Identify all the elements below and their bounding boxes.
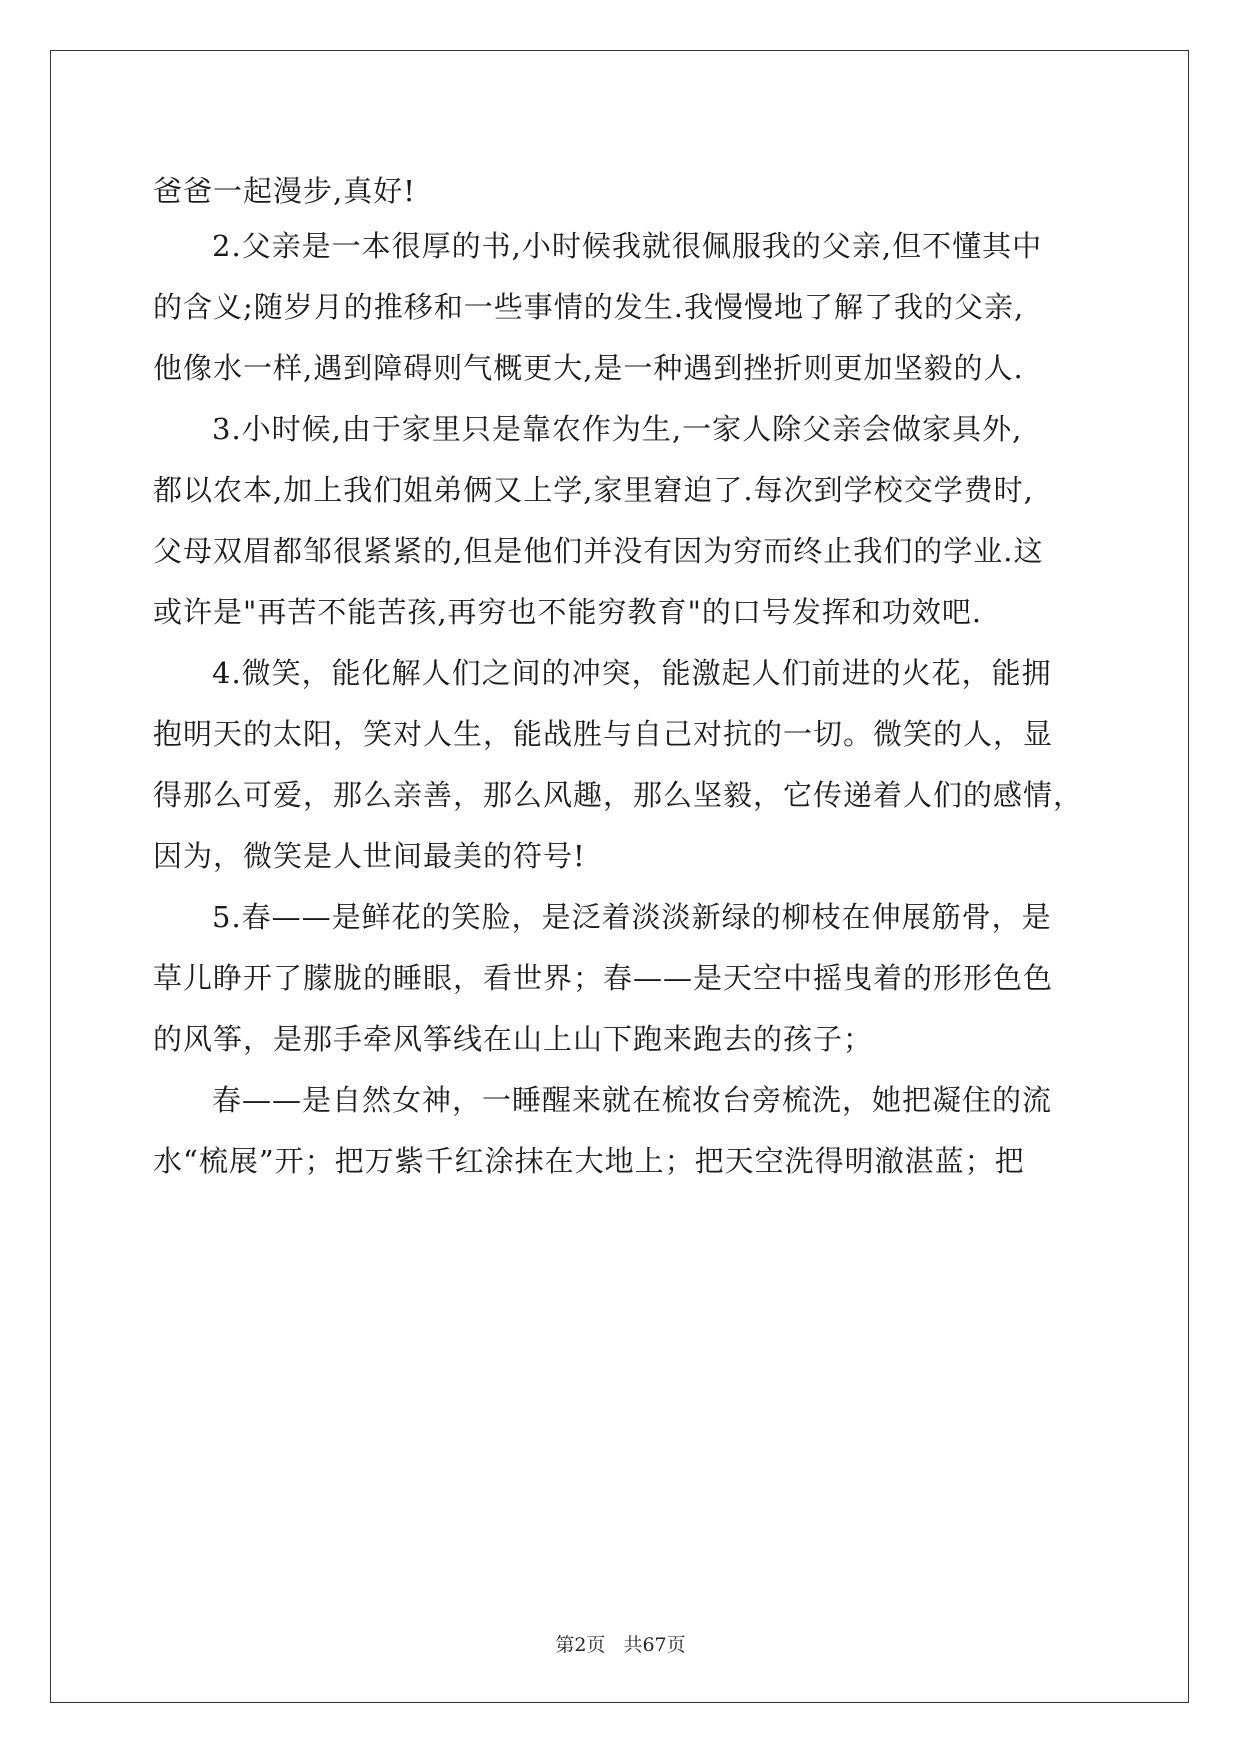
text-line: 或许是"再苦不能苦孩,再穷也不能穷教育"的口号发挥和功效吧. [153, 595, 983, 629]
text-line: 草儿睁开了朦胧的睡眼，看世界；春——是天空中摇曳着的形形色色 [153, 961, 1054, 995]
paragraph-6-start: 春——是自然女神，一睡醒来就在梳妆台旁梳洗，她把凝住的流 [212, 1083, 1053, 1117]
text-line: 因为，微笑是人世间最美的符号! [153, 839, 586, 873]
paragraph-2-start: 2.父亲是一本很厚的书,小时候我就很佩服我的父亲,但不懂其中 [212, 229, 1043, 263]
text-line: 父母双眉都邹很紧紧的,但是他们并没有因为穷而终止我们的学业.这 [153, 534, 1044, 568]
text-line: 水“梳展”开；把万紫千红涂抹在大地上；把天空洗得明澈湛蓝；把 [153, 1144, 1025, 1178]
paragraph-5-start: 5.春——是鲜花的笑脸，是泛着淡淡新绿的柳枝在伸展筋骨，是 [212, 900, 1052, 934]
paragraph-4-start: 4.微笑，能化解人们之间的冲突，能激起人们前进的火花，能拥 [212, 656, 1052, 690]
text-line: 爸爸一起漫步,真好! [153, 174, 416, 208]
paragraph-3-start: 3.小时候,由于家里只是靠农作为生,一家人除父亲会做家具外, [212, 412, 1023, 446]
text-line: 抱明天的太阳，笑对人生，能战胜与自己对抗的一切。微笑的人，显 [153, 717, 1054, 751]
page-footer [0, 1630, 1241, 1657]
text-line: 的含义;随岁月的推移和一些事情的发生.我慢慢地了解了我的父亲, [153, 290, 1025, 324]
text-line: 得那么可爱，那么亲善，那么风趣，那么坚毅，它传递着人们的感情， [153, 778, 1084, 812]
text-line: 都以农本,加上我们姐弟俩又上学,家里窘迫了.每次到学校交学费时, [153, 473, 1034, 507]
text-line: 的风筝，是那手牵风筝线在山上山下跑来跑去的孩子； [153, 1022, 874, 1056]
page-total: 共67页 [623, 1634, 686, 1656]
text-line: 他像水一样,遇到障碍则气概更大,是一种遇到挫折则更加坚毅的人. [153, 351, 1024, 385]
page-number: 第2页 [555, 1634, 606, 1656]
